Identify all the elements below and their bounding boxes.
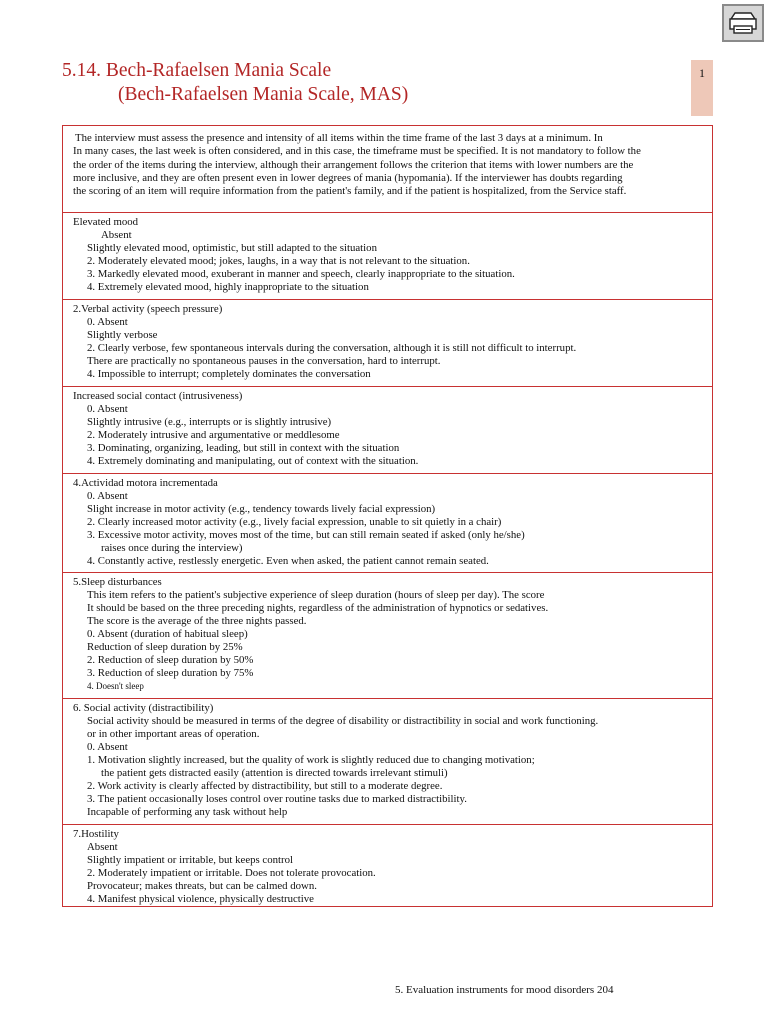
intro-paragraph (63, 126, 712, 212)
item-option: 0. Absent (87, 403, 128, 415)
item-option: 0. Absent (duration of habitual sleep) (87, 628, 248, 640)
item-option: 2. Moderately impatient or irritable. Does not tolerate provocation. (87, 867, 376, 879)
item-elevated-mood (63, 212, 712, 299)
item-option: 4. Extremely dominating and manipulating, out of context with the situation. (87, 455, 419, 467)
item-option: 4. Doesn't sleep (87, 681, 144, 691)
item-option: 2. Moderately elevated mood; jokes, laughs, in a way that is not relevant to the situation. (87, 255, 470, 267)
item-motor-activity (63, 473, 712, 572)
item-description: It should be based on the three preceding nights, regardless of the administration of hypnotics or sedatives. (87, 602, 549, 614)
item-option: Slightly intrusive (e.g., interrupts or is slightly intrusive) (87, 416, 332, 428)
item-title: 6. Social activity (distractibility) (73, 702, 214, 714)
scale-content-frame (62, 125, 713, 907)
item-option: 3. The patient occasionally loses control over routine tasks due to marked distractibility. (87, 793, 467, 805)
item-option: Slight increase in motor activity (e.g., tendency towards lively facial expression) (87, 503, 436, 515)
item-option: Absent (101, 229, 132, 241)
item-option: 4. Extremely elevated mood, highly inappropriate to the situation (87, 281, 369, 293)
item-description: This item refers to the patient's subjective experience of sleep duration (hours of sleep per day). The score (87, 589, 545, 601)
item-title: 5.Sleep disturbances (73, 576, 162, 588)
printer-icon (728, 11, 758, 35)
item-option: 3. Markedly elevated mood, exuberant in manner and speech, clearly inappropriate to the situation. (87, 268, 515, 280)
title-line-2: (Bech-Rafaelsen Mania Scale, MAS) (118, 84, 409, 105)
item-title: 7.Hostility (73, 828, 119, 840)
intro-line: In many cases, the last week is often considered, and in this case, the timeframe must be specified. It is not mandatory to follow the (73, 145, 641, 158)
item-option: 3. Reduction of sleep duration by 75% (87, 667, 254, 679)
item-title: 4.Actividad motora incrementada (73, 477, 218, 489)
item-option: 4. Manifest physical violence, physically destructive (87, 893, 314, 905)
item-description: Social activity should be measured in terms of the degree of disability or distractibility in social and work functioning. (87, 715, 599, 727)
item-option: Slightly verbose (87, 329, 158, 341)
item-verbal-activity (63, 299, 712, 386)
intro-line: The interview must assess the presence and intensity of all items within the time frame of the last 3 days at a minimum. In (75, 132, 603, 144)
item-option: Provocateur; makes threats, but can be calmed down. (87, 880, 317, 892)
item-option: 2. Work activity is clearly affected by distractibility, but still to a moderate degree. (87, 780, 443, 792)
item-option: 0. Absent (87, 741, 128, 753)
title-line-1: 5.14. Bech-Rafaelsen Mania Scale (62, 60, 332, 81)
item-social-activity (63, 698, 712, 824)
page-number-tab: 1 (691, 60, 713, 116)
item-option: 1. Motivation slightly increased, but the quality of work is slightly reduced due to changing motivation; (87, 754, 535, 766)
item-option: 3. Excessive motor activity, moves most of the time, but can still remain seated if asked (only he/she) (87, 529, 525, 541)
intro-line: more inclusive, and they are often present even in lower degrees of mania (hypomania). If the interviewer has doubts regarding (73, 171, 623, 184)
item-option: the patient gets distracted easily (attention is directed towards irrelevant stimuli) (101, 767, 448, 779)
page-title (62, 59, 408, 107)
item-option: 3. Dominating, organizing, leading, but still in context with the situation (87, 442, 400, 454)
intro-line: the scoring of an item will require information from the patient's family, and if the patient is hospitalized, from the Service staff. (73, 185, 627, 198)
item-option: 4. Constantly active, restlessly energetic. Even when asked, the patient cannot remain seated. (87, 555, 489, 567)
item-option: Reduction of sleep duration by 25% (87, 641, 243, 653)
print-button[interactable] (722, 4, 764, 42)
item-option: 2. Moderately intrusive and argumentative or meddlesome (87, 429, 340, 441)
item-option: 2. Reduction of sleep duration by 50% (87, 654, 254, 666)
item-description: or in other important areas of operation. (87, 728, 260, 740)
page-footer: 5. Evaluation instruments for mood disorders 204 (395, 984, 614, 996)
item-option: There are practically no spontaneous pauses in the conversation, hard to interrupt. (87, 355, 441, 367)
item-option: raises once during the interview) (101, 542, 243, 554)
item-option: Incapable of performing any task without help (87, 806, 288, 818)
item-hostility (63, 824, 712, 912)
item-option: 0. Absent (87, 490, 128, 502)
item-title: Elevated mood (73, 216, 139, 228)
item-social-contact (63, 386, 712, 473)
item-option: 4. Impossible to interrupt; completely dominates the conversation (87, 368, 371, 380)
item-option: Slightly elevated mood, optimistic, but still adapted to the situation (87, 242, 377, 254)
item-title: Increased social contact (intrusiveness) (73, 390, 243, 402)
item-option: 0. Absent (87, 316, 128, 328)
intro-line: the order of the items during the interview, although their arrangement follows the criterion that items with lower numbers are the (73, 158, 634, 171)
item-title: 2.Verbal activity (speech pressure) (73, 303, 223, 315)
item-sleep-disturbances (63, 572, 712, 698)
item-option: Absent (87, 841, 118, 853)
item-description: The score is the average of the three nights passed. (87, 615, 307, 627)
item-option: 2. Clearly verbose, few spontaneous intervals during the conversation, although it is still not difficult to interrupt. (87, 342, 577, 354)
item-option: Slightly impatient or irritable, but keeps control (87, 854, 294, 866)
item-option: 2. Clearly increased motor activity (e.g., lively facial expression, unable to sit quietly in a chair) (87, 516, 502, 528)
